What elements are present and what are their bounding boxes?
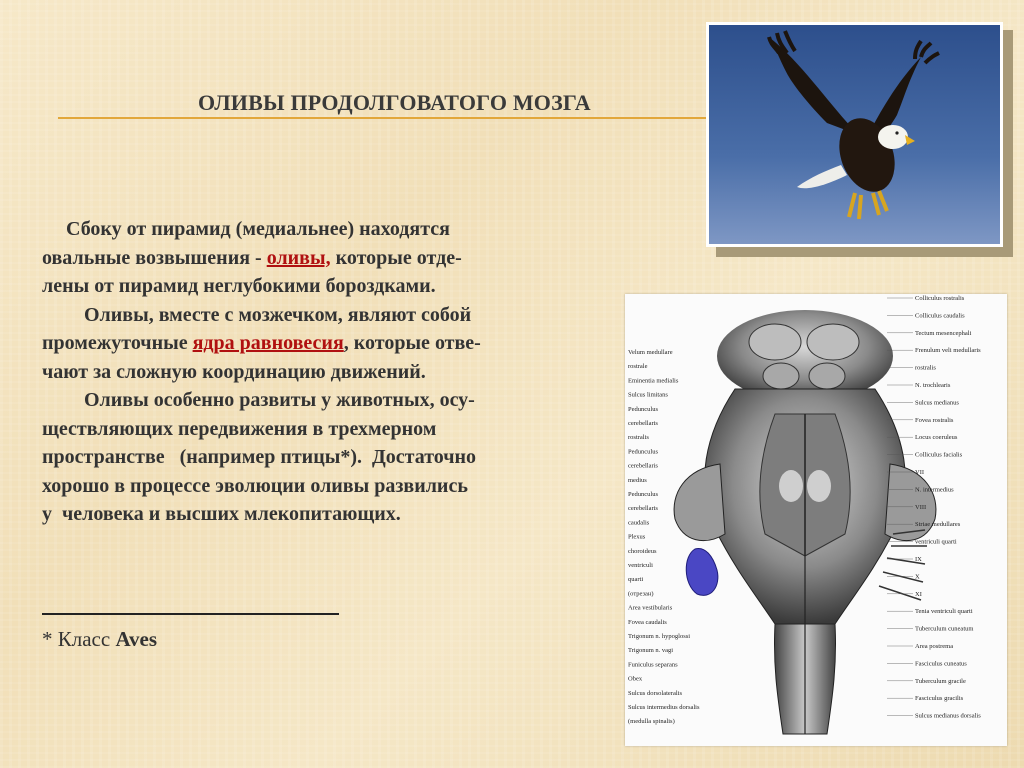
diagram-label-right: Tenia ventriculi quarti [915,608,973,616]
diagram-label-right: rostralis [915,364,936,372]
diagram-label-right: N. intermedius [915,486,954,494]
text-run: которые отде- [330,246,462,269]
diagram-label-right: VII [915,469,925,476]
diagram-label-right: N. trochlearis [915,382,951,389]
diagram-label-left: Sulcus dorsolateralis [628,689,682,697]
diagram-label-left: Obex [628,675,643,683]
text-run: Оливы особенно развиты у животных, осу- [84,389,475,411]
diagram-label-right: VIII [915,503,927,511]
text-line [42,301,612,330]
diagram-label-left: rostralis [628,434,649,442]
diagram-label-left: cerebellaris [628,462,658,470]
diagram-label-left: (medulla spinalis) [628,718,675,726]
text-run: овальные возвышения - [42,246,267,269]
diagram-label-left: Pedunculus [628,491,658,498]
eagle-photo-frame [706,22,1003,247]
paragraph-2 [42,301,612,387]
footnote-divider [42,613,339,615]
diagram-label-right: Sulcus medianus dorsalis [915,712,981,720]
paragraph-1 [42,215,612,301]
text-line [42,215,612,244]
diagram-label-left: ventriculi [628,562,653,569]
diagram-label-left: Sulcus intermedius dorsalis [628,704,700,711]
diagram-label-right: Fasciculus gracilis [915,695,964,703]
text-line [42,500,612,529]
diagram-label-left: rostrale [628,363,648,371]
text-run: чают за сложную координацию движений. [42,360,426,383]
cerebellar-peduncle-right [885,464,936,541]
diagram-label-right: XI [915,590,922,598]
colliculus-caudal-left [763,363,799,389]
diagram-label-right: Colliculus rostralis [915,295,965,302]
diagram-label-right: Frenulum veli medullaris [915,347,981,355]
text-run: у человека и высших млекопитающих. [42,503,401,525]
footnote-marker: * [42,627,53,651]
brainstem-anatomy-diagram [625,294,1007,746]
colliculus-facialis-right [807,470,831,502]
text-line [42,415,612,444]
diagram-label-right: Area postrema [915,643,954,650]
diagram-label-right: Tectum mesencephali [915,329,972,337]
diagram-label-left: Trigonum n. hypoglossi [628,633,691,640]
diagram-label-left: caudalis [628,519,650,527]
text-line [42,329,612,358]
slide-title: ОЛИВЫ ПРОДОЛГОВАТОГО МОЗГА [198,90,591,115]
diagram-label-left: cerebellaris [628,505,658,513]
diagram-label-right: Tuberculum cuneatum [915,625,974,633]
slide-body [42,215,612,529]
link-olives[interactable]: оливы, [266,246,331,269]
diagram-label-left: Funiculus separans [628,661,678,669]
choroid-plexus [686,548,718,595]
text-run: Оливы, вместе с мозжечком, являют собой [84,303,472,326]
diagram-label-right: Colliculus caudalis [915,312,965,320]
diagram-label-right: X [915,573,920,581]
text-line [42,386,612,415]
paragraph-3 [42,386,612,529]
diagram-label-left: Pedunculus [628,448,658,456]
brainstem-diagram-frame [625,294,1007,746]
text-run: хорошо в процессе эволюции оливы развились [42,474,468,497]
diagram-label-right: Striae medullares [915,521,961,529]
colliculus-rostral-left [749,324,801,360]
diagram-label-left: Plexus [628,533,646,541]
text-run: Сбоку от пирамид (медиальнее) находятся [66,218,450,240]
diagram-label-left: Area vestibularis [628,604,673,612]
text-run: ществляющих передвижения в трехмерном [42,417,437,440]
diagram-label-left: choroideus [628,547,657,555]
footnote-term: Aves [115,627,158,651]
diagram-label-right: Tuberculum gracile [915,677,966,685]
diagram-label-left: Eminentia medialis [628,377,679,385]
eagle-photo [709,25,1000,244]
diagram-label-right: Fasciculus cuneatus [915,660,967,668]
text-run: , которые отве- [343,332,481,354]
text-run: пространстве (например птицы*). Достаточно [42,446,477,468]
text-line [42,358,612,387]
diagram-label-left: (отрезан) [628,590,654,598]
diagram-label-right: Sulcus medianus [915,399,959,407]
diagram-label-right: Fovea rostralis [915,416,954,424]
diagram-label-left: Pedunculus [628,405,658,413]
title-underline [58,117,708,119]
text-run: лены от пирамид неглубокими бороздками. [42,275,436,297]
link-balance-nuclei[interactable]: ядра равновесия [192,332,344,354]
diagram-label-right: Colliculus facialis [915,451,963,459]
text-line [42,472,612,501]
diagram-label-right: Locus coeruleus [915,434,958,442]
text-line [42,244,612,273]
colliculi-region [717,310,893,402]
footnote-prefix: Класс [57,627,111,651]
diagram-label-right: ventriculi quarti [915,538,957,546]
text-run: промежуточные [42,332,193,354]
cerebellar-peduncle-left [674,464,725,541]
text-line [42,272,612,301]
diagram-label-left: cerebellaris [628,420,658,427]
colliculus-rostral-right [807,324,859,360]
colliculus-caudal-right [809,363,845,389]
diagram-label-left: Sulcus limitans [628,391,668,399]
diagram-label-left: quarti [628,576,644,584]
diagram-label-left: Velum medullare [628,349,673,356]
diagram-label-left: medius [628,476,647,484]
diagram-label-left: Trigonum n. vagi [628,647,674,655]
text-line [42,443,612,472]
colliculus-facialis-left [779,470,803,502]
diagram-label-right: IX [915,556,922,563]
footnote [42,627,157,652]
diagram-label-left: Fovea caudalis [628,618,667,626]
